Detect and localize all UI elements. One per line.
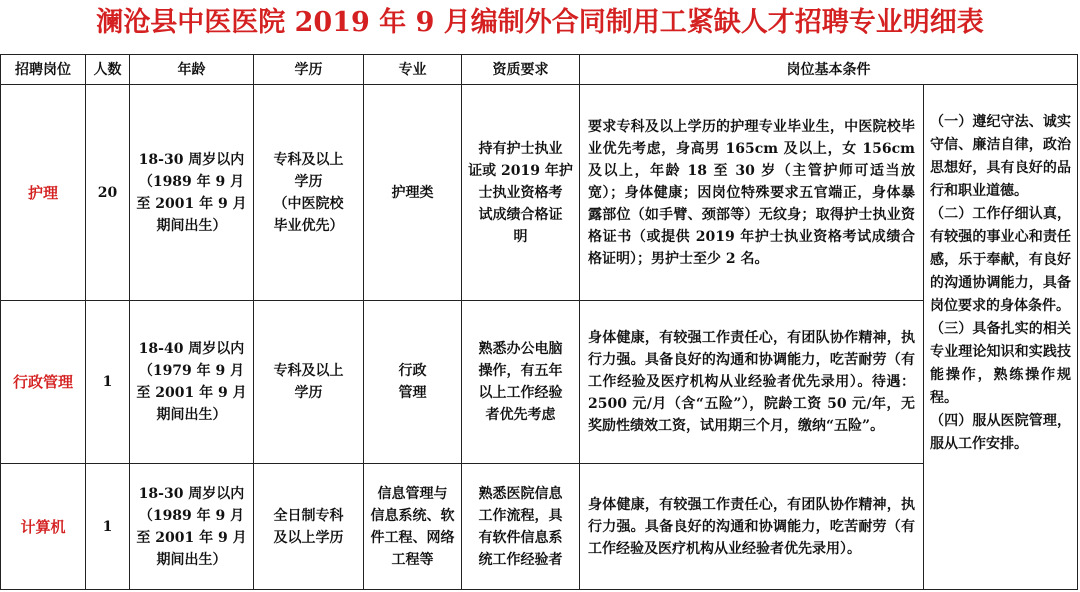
row-computer-position: 计算机 (0, 464, 86, 590)
row-computer-conditions: 身体健康，有较强工作责任心，有团队协作精神，执行力强。具备良好的沟通和协调能力，吃苦耐劳（有工作经验及医疗机构从业经验者优先录用）。 (580, 464, 924, 590)
recruitment-table (0, 54, 1080, 592)
row-admin-education: 专科及以上 学历 (254, 301, 364, 464)
header-age: 年龄 (130, 54, 254, 85)
row-nursing-age: 18-30 周岁以内 （1989 年 9 月 至 2001 年 9 月 期间出生） (130, 85, 254, 301)
header-major: 专业 (364, 54, 462, 85)
row-nursing-count: 20 (86, 85, 130, 301)
row-nursing-position: 护理 (0, 85, 86, 301)
row-nursing-conditions: 要求专科及以上学历的护理专业毕业生，中医院校毕业优先考虑，身高男 165cm 及以上，女 156cm 及以上，年龄 18 至 30 岁（主管护师可适当放宽）；身体健康；因岗位特殊要求五官端正，身体暴露部位（如手臂、颈部等）无纹身；取得护士执业资格证书（或提供 2019 年护士执业资格考试成绩合格证明）；男护士至少 2 名。 (580, 85, 924, 301)
row-admin-major: 行政 管理 (364, 301, 462, 464)
row-computer-education: 全日制专科 及以上学历 (254, 464, 364, 590)
header-position: 招聘岗位 (0, 54, 86, 85)
header-count: 人数 (86, 54, 130, 85)
page-title: 澜沧县中医医院 2019 年 9 月编制外合同制用工紧缺人才招聘专业明细表 (96, 7, 984, 38)
row-computer-qualification: 熟悉医院信息 工作流程，具 有软件信息系 统工作经验者 (462, 464, 580, 590)
header-conditions: 岗位基本条件 (580, 54, 1078, 85)
row-admin-age: 18-40 周岁以内 （1979 年 9 月 至 2001 年 9 月 期间出生） (130, 301, 254, 464)
row-nursing-education: 专科及以上 学历 （中医院校 毕业优先） (254, 85, 364, 301)
row-nursing-major: 护理类 (364, 85, 462, 301)
row-admin-qualification: 熟悉办公电脑 操作，有五年 以上工作经验 者优先考虑 (462, 301, 580, 464)
row-computer-major: 信息管理与 信息系统、软 件工程、网络 工程等 (364, 464, 462, 590)
row-admin-conditions: 身体健康，有较强工作责任心，有团队协作精神，执行力强。具备良好的沟通和协调能力，吃苦耐劳（有工作经验及医疗机构从业经验者优先录用）。待遇：2500 元/月（含“五险”），院龄工资 50 元/年，无奖励性绩效工资，试用期三个月，缴纳“五险”。 (580, 301, 924, 464)
header-qualification: 资质要求 (462, 54, 580, 85)
row-computer-age: 18-30 周岁以内 （1989 年 9 月 至 2001 年 9 月 期间出生） (130, 464, 254, 590)
row-nursing-qualification: 持有护士执业 证或 2019 年护 士执业资格考 试成绩合格证 明 (462, 85, 580, 301)
row-computer-count: 1 (86, 464, 130, 590)
header-education: 学历 (254, 54, 364, 85)
row-admin-count: 1 (86, 301, 130, 464)
row-admin-position: 行政管理 (0, 301, 86, 464)
general-conditions: （一）遵纪守法、诚实守信、廉洁自律，政治思想好，具有良好的品行和职业道德。 （二）工作仔细认真，有较强的事业心和责任感，乐于奉献，有良好的沟通协调能力，具备岗位要求的身体条件。 （三）具备扎实的相关专业理论知识和实践技能操作，熟练操作规程。 （四）服从医院管理，服从工作安排。 (924, 85, 1078, 590)
